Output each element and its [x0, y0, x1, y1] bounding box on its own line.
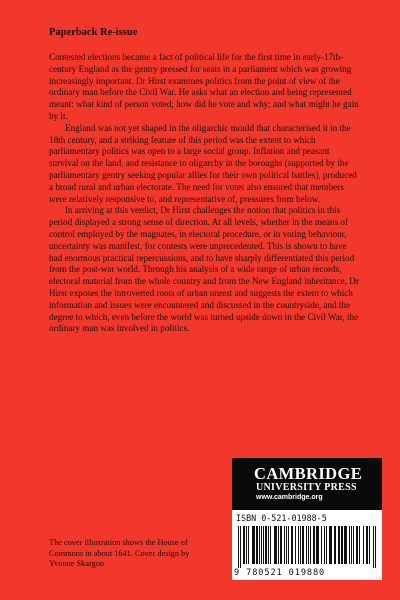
barcode-bar: [321, 526, 322, 564]
barcode-bar: [278, 526, 279, 564]
barcode-bar: [270, 526, 271, 564]
publisher-name: CAMBRIDGE: [254, 464, 363, 483]
barcode-bar: [302, 526, 304, 564]
barcode-bar: [265, 526, 267, 564]
publisher-url: www.cambridge.org: [256, 494, 323, 501]
barcode-bar: [366, 526, 368, 564]
barcode-bar: [375, 526, 376, 568]
publisher-logo-box: [232, 458, 382, 510]
barcode-bar: [268, 526, 269, 564]
blurb-paragraph-1: Contested elections became a fact of political life for the first time in early-17th-century England as the gentry pressed for seats in a parliament which was growing increasingly important. Dr Hirst examines politics from the point of view of the ordinary man before the Civil War. He asks what an election and being represented meant: what kind of person voted; how did he vote and why; and what might he gain by it.: [49, 52, 359, 121]
barcode-bar: [359, 526, 360, 564]
barcode-bar: [324, 526, 325, 564]
barcode-bar: [274, 526, 277, 564]
barcode-bar: [300, 526, 301, 564]
barcode-bar: [344, 526, 347, 564]
barcode-bar: [316, 526, 319, 564]
reissue-label: Paperback Re-issue: [49, 27, 138, 38]
barcode-bar: [246, 526, 247, 564]
barcode-bar: [243, 526, 245, 564]
barcode-bar: [298, 526, 299, 564]
barcode-bar: [334, 526, 336, 564]
barcode-bar: [349, 526, 350, 564]
barcode-bar: [308, 526, 309, 564]
barcode-bar: [286, 526, 287, 564]
barcode-bar: [310, 526, 311, 564]
barcode-bar: [356, 526, 358, 564]
barcode-bar: [259, 526, 260, 564]
barcode-bar: [284, 526, 285, 564]
barcode-digits: 9 780521 019880: [234, 568, 326, 578]
publisher-subtitle: UNIVERSITY PRESS: [256, 482, 357, 493]
barcode-bar: [313, 526, 315, 564]
barcode-bar: [238, 526, 239, 568]
barcode-bar: [306, 526, 307, 564]
barcode-bar: [280, 526, 282, 564]
barcode-bar: [291, 526, 293, 564]
barcode-bar: [261, 526, 262, 564]
barcode-bar: [373, 526, 374, 568]
barcode-bar: [369, 526, 370, 564]
barcode-bar: [252, 526, 255, 564]
blurb-text: [49, 52, 359, 335]
barcode-bar: [338, 526, 340, 564]
barcode-bar: [256, 526, 258, 564]
isbn-text: ISBN 0-521-01988-5: [236, 513, 327, 523]
barcode-panel: [232, 510, 382, 580]
barcode-bar: [263, 526, 264, 564]
barcode-bar: [240, 526, 241, 568]
barcode-bar: [353, 526, 354, 564]
barcode-bar: [326, 526, 327, 564]
barcode-bar: [351, 526, 352, 564]
blurb-paragraph-2: England was not yet shaped in the oligarchic mould that characterised it in the 18th century, and a striking feature of this period was the extent to which parliamentary politics was open to a large social group. Inflation and peasant survival on the land, and resistance to oligarchy in the boroughs (supported by the parliamentary gentry seeking popular allies for their own political battles), produced a broad rural and urban electorate. The need for votes also ensured that members were relatively responsive to, and representative of, pressures from below.: [49, 122, 357, 204]
barcode-bar: [295, 526, 296, 564]
blurb-paragraph-3: In arriving at this verdict, Dr Hirst challenges the notion that politics in this period displayed a strong sense of direction. At all levels, whether in the means of control employed by the magnates, in electoral procedure, or in voting behaviour, uncertainty was manifest, for contests were unprecedented. This is shown to have had enormous practical repercussions, and to have sharply differentiated this period from the post-war world. Through his analysis of a wide range of urban records, electoral material from the whole country and from the New England inheritance, Dr Hirst exposes the introverted roots of urban unrest and suggests the extent to which information and issues were encountered and discussed in the countryside, and the degree to which, even before the world was turned upside down in the Civil War, the ordinary man was involved in politics.: [49, 205, 359, 334]
barcode-bar: [363, 526, 364, 564]
barcode-bar: [329, 526, 332, 564]
barcode-bar: [288, 526, 289, 564]
barcode-bars: [236, 526, 378, 568]
barcode-bar: [341, 526, 343, 564]
barcode-bar: [248, 526, 249, 564]
cover-credit: The cover illustration shows the House of Commons in about 1641. Cover design by Yvonne Skargon: [49, 538, 190, 569]
